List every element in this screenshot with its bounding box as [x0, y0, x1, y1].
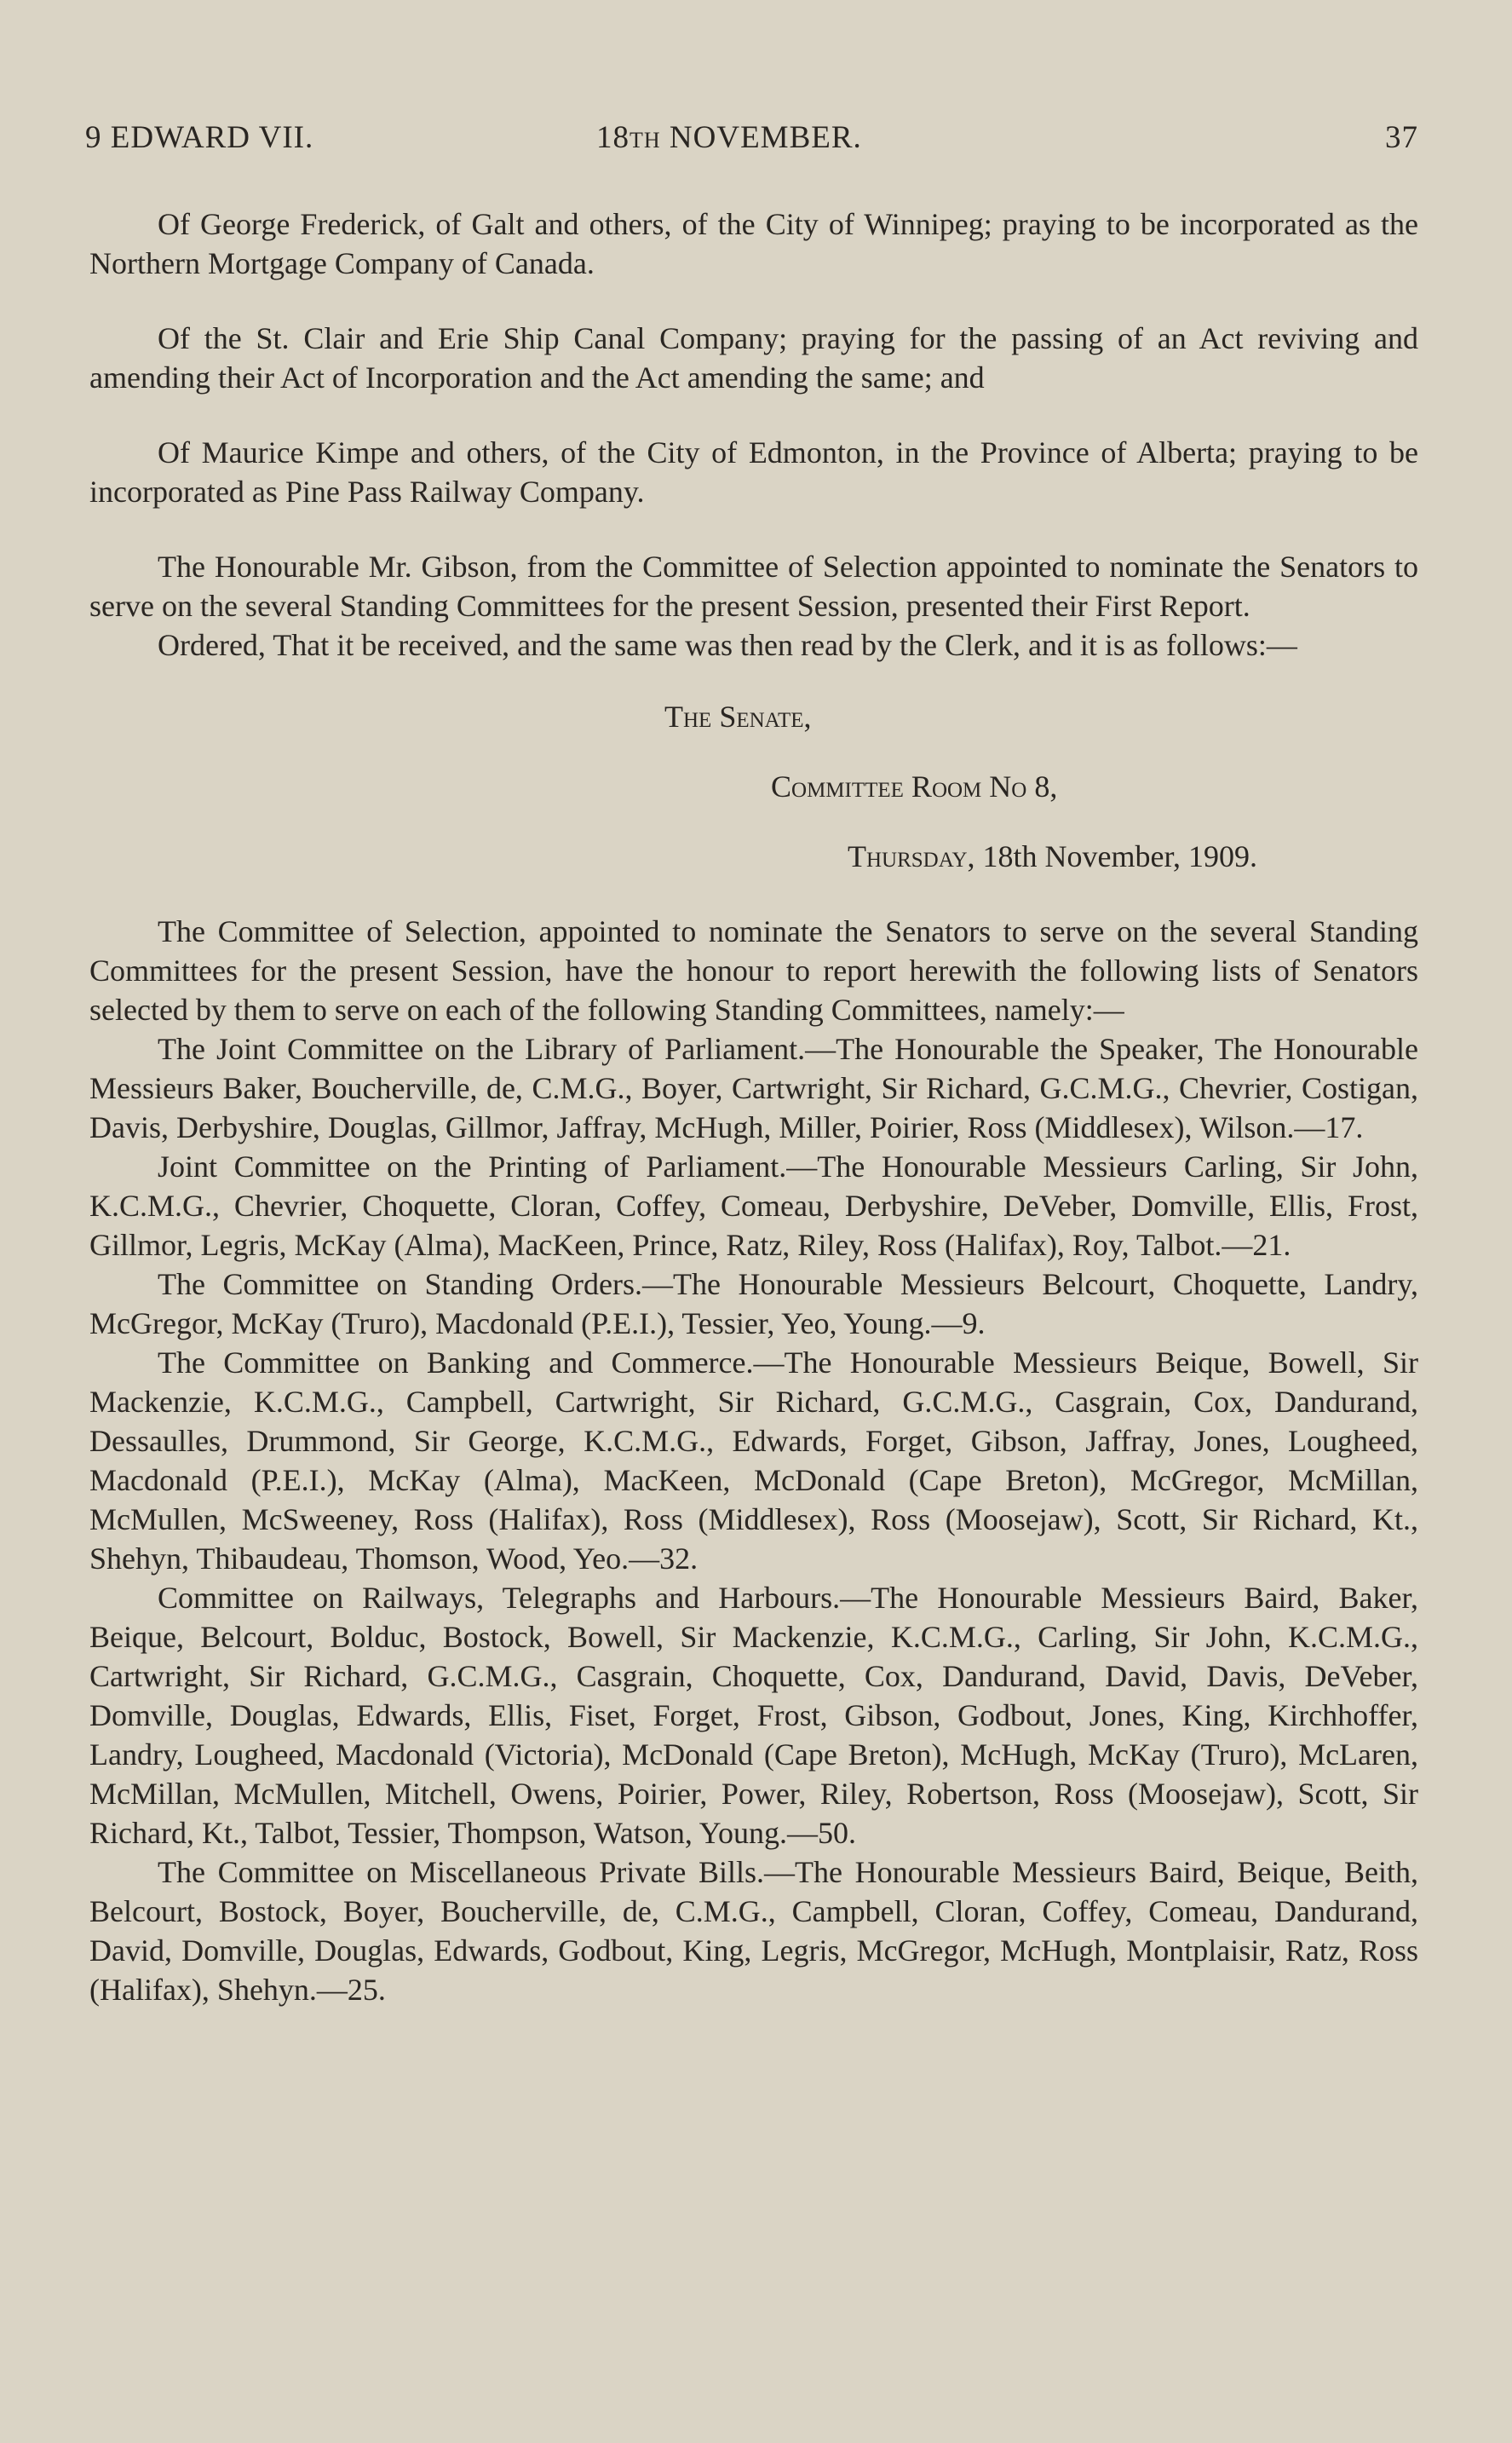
committee-printing: Joint Committee on the Printing of Parliament.—The Honourable Messieurs Carling, Sir John, K.C.M.G., Chevrier, Choquette, Cloran, Coffey, Comeau, Derbyshire, DeVeber, Domville, Ellis, Frost, Gillmor, Legris, McKay (Alma), MacKeen, Prince, Ratz, Riley, Ross (Halifax), Roy, Talbot.—21.: [89, 1149, 1418, 1262]
page-header: [85, 119, 1418, 170]
report-presented-paragraph: The Honourable Mr. Gibson, from the Committee of Selection appointed to nominate the Senators to serve on the several Standing Committees for the present Session, presented their First Report.: [89, 550, 1418, 623]
header-month: NOVEMBER.: [669, 120, 862, 155]
report-senate-heading: The Senate,: [664, 700, 812, 734]
committee-standing-orders: The Committee on Standing Orders.—The Honourable Messieurs Belcourt, Choquette, Landry, McGregor, McKay (Truro), Macdonald (P.E.I.), Tessier, Yeo, Young.—9.: [89, 1267, 1418, 1340]
committee-private-bills: The Committee on Miscellaneous Private Bills.—The Honourable Messieurs Baird, Beique, Beith, Belcourt, Bostock, Boyer, Boucherville, de, C.M.G., Campbell, Cloran, Coffey, Comeau, Dandurand, David, Domville, Douglas, Edwards, Godbout, King, Legris, McGregor, McHugh, Montplaisir, Ratz, Ross (Halifax), Shehyn.—25.: [89, 1855, 1418, 2007]
header-day: 18: [596, 120, 630, 155]
petition-paragraph: Of George Frederick, of Galt and others, of the City of Winnipeg; praying to be incorporated as the Northern Mortgage Company of Canada.: [89, 207, 1418, 280]
report-intro: The Committee of Selection, appointed to nominate the Senators to serve on the several Standing Committees for the present Session, have the honour to report herewith the following lists of Senators selected by them to serve on each of the following Standing Committees, namely:—: [89, 914, 1418, 1027]
petition-paragraph: Of the St. Clair and Erie Ship Canal Company; praying for the passing of an Act reviving and amending their Act of Incorporation and the Act amending the same; and: [89, 321, 1418, 395]
header-date: [596, 119, 862, 156]
ordered-paragraph: Ordered, That it be received, and the same was then read by the Clerk, and it is as follows:—: [158, 628, 1297, 662]
committee-banking: The Committee on Banking and Commerce.—The Honourable Messieurs Beique, Bowell, Sir Mackenzie, K.C.M.G., Campbell, Cartwright, Sir Richard, G.C.M.G., Casgrain, Cox, Dandurand, Dessaulles, Drummond, Sir George, K.C.M.G., Edwards, Forget, Gibson, Jaffray, Jones, Lougheed, Macdonald (P.E.I.), McKay (Alma), MacKeen, McDonald (Cape Breton), McGregor, McMillan, McMullen, McSweeney, Ross (Halifax), Ross (Middlesex), Ross (Moosejaw), Scott, Sir Richard, Kt., Shehyn, Thibaudeau, Thomson, Wood, Yeo.—32.: [89, 1345, 1418, 1576]
petition-paragraph: Of Maurice Kimpe and others, of the City of Edmonton, in the Province of Alberta; praying to be incorporated as Pine Pass Railway Company.: [89, 435, 1418, 509]
header-day-suffix: TH: [630, 128, 661, 153]
page-number: 37: [1385, 120, 1418, 155]
committee-library: The Joint Committee on the Library of Parliament.—The Honourable the Speaker, The Honourable Messieurs Baker, Boucherville, de, C.M.G., Boyer, Cartwright, Sir Richard, G.C.M.G., Chevrier, Costigan, Davis, Derbyshire, Douglas, Gillmor, Jaffray, McHugh, Miller, Poirier, Ross (Middlesex), Wilson.—17.: [89, 1032, 1418, 1144]
document-body: [89, 205, 1418, 2009]
report-weekday: Thursday,: [848, 839, 975, 873]
header-regnal-year: 9 EDWARD VII.: [85, 120, 314, 155]
report-date-heading: [89, 837, 1418, 876]
committee-railways: Committee on Railways, Telegraphs and Harbours.—The Honourable Messieurs Baird, Baker, Beique, Belcourt, Bolduc, Bostock, Bowell, Sir Mackenzie, K.C.M.G., Carling, Sir John, K.C.M.G., Cartwright, Sir Richard, G.C.M.G., Casgrain, Choquette, Cox, Dandurand, David, Davis, DeVeber, Domville, Douglas, Edwards, Ellis, Fiset, Forget, Frost, Gibson, Godbout, Jones, King, Kirchhoffer, Landry, Lougheed, Macdonald (Victoria), McDonald (Cape Breton), McHugh, McKay (Truro), McLaren, McMillan, McMullen, Mitchell, Owens, Poirier, Power, Riley, Robertson, Ross (Moosejaw), Scott, Sir Richard, Kt., Talbot, Tessier, Thompson, Watson, Young.—50.: [89, 1581, 1418, 1850]
report-date: 18th November, 1909.: [982, 839, 1258, 873]
report-room-heading: Committee Room No 8,: [771, 769, 1058, 804]
